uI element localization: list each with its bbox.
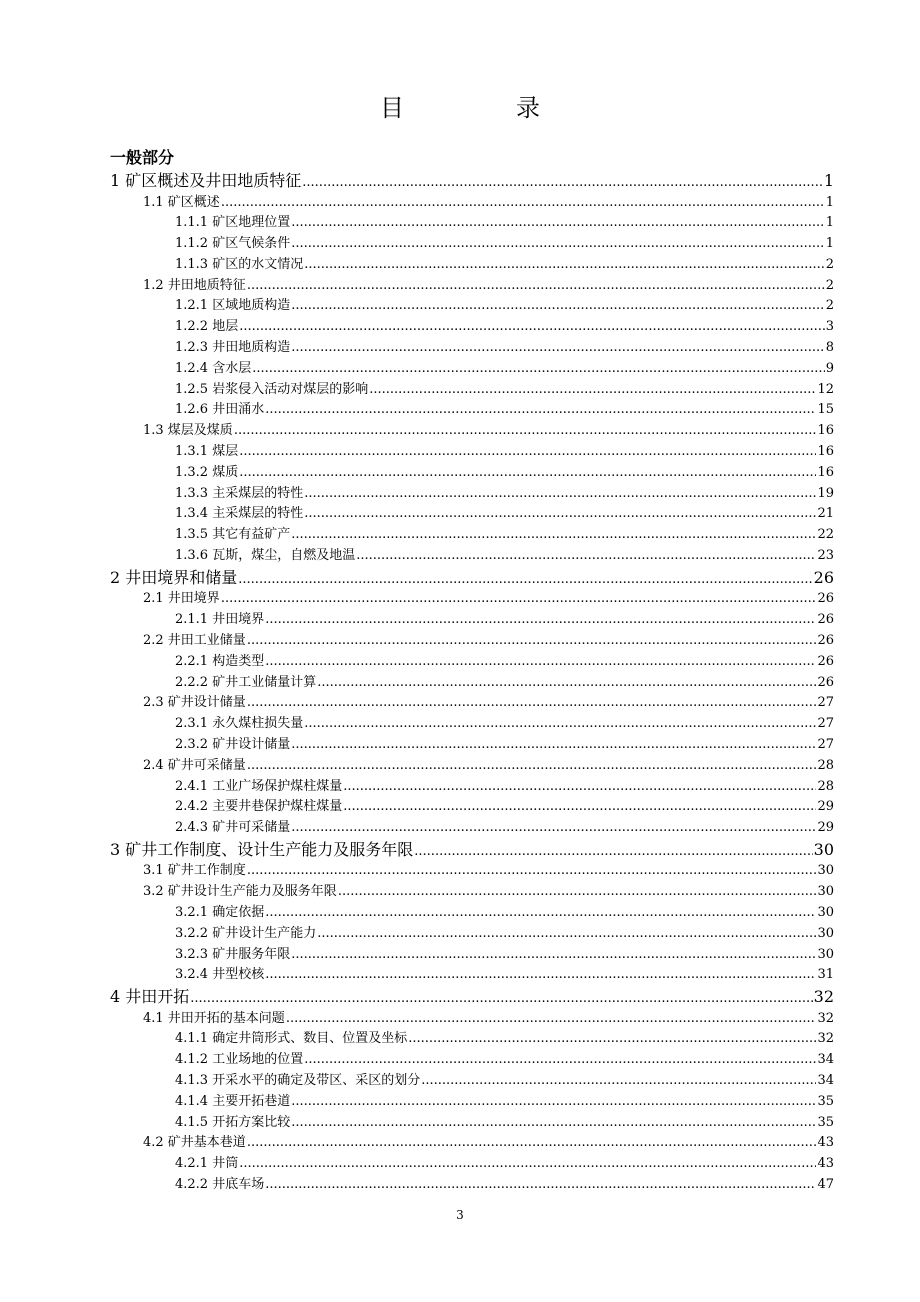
toc-entry-label: 2.2 井田工业储量	[143, 632, 246, 648]
toc-entry[interactable]	[0, 440, 834, 461]
toc-entry-page: 3	[825, 319, 834, 335]
toc-entry-label: 2.1 井田境界	[143, 591, 220, 607]
toc-dot-leader	[265, 967, 816, 982]
toc-entry[interactable]	[0, 1048, 834, 1069]
toc-entry[interactable]	[0, 837, 834, 860]
toc-entry-page: 30	[813, 839, 834, 859]
toc-dot-leader	[190, 991, 812, 1006]
toc-entry[interactable]	[0, 523, 834, 544]
toc-entry-page: 21	[817, 506, 834, 522]
toc-entry-label: 3.2.2 矿井设计生产能力	[175, 925, 317, 941]
toc-entry-page: 26	[817, 674, 834, 690]
toc-entry-page: 43	[817, 1135, 834, 1151]
toc-dot-leader	[221, 195, 825, 210]
toc-entry-label: 1.2.1 区域地质构造	[175, 298, 291, 314]
toc-entry-label: 1.3.4 主采煤层的特性	[175, 506, 304, 522]
toc-entry[interactable]	[0, 1090, 834, 1111]
toc-entry-page: 16	[817, 464, 834, 480]
toc-entry[interactable]	[0, 502, 834, 523]
toc-entry-page: 30	[817, 863, 834, 879]
toc-entry[interactable]	[0, 232, 834, 253]
toc-dot-leader	[291, 215, 825, 230]
toc-entry-label: 4 井田开拓	[110, 987, 190, 1007]
section-heading: 一般部分	[110, 148, 175, 167]
toc-dot-leader	[247, 278, 825, 293]
toc-entry-page: 8	[825, 340, 834, 356]
toc-entry-label: 3.2 矿井设计生产能力及服务年限	[143, 884, 337, 900]
toc-entry[interactable]	[0, 482, 834, 503]
toc-entry[interactable]	[0, 294, 834, 315]
toc-entry-label: 2.4.3 矿井可采储量	[175, 820, 291, 836]
toc-entry-page: 26	[817, 632, 834, 648]
toc-entry-page: 32	[817, 1010, 834, 1026]
toc-entry-label: 1.2.6 井田涌水	[175, 402, 265, 418]
toc-dot-leader	[252, 361, 825, 376]
toc-dot-leader	[291, 1094, 816, 1109]
toc-entry[interactable]	[0, 315, 834, 336]
toc-dot-leader	[356, 548, 816, 563]
toc-dot-leader	[291, 340, 825, 355]
toc-entry[interactable]	[0, 629, 834, 650]
toc-entry[interactable]	[0, 274, 834, 295]
toc-entry-page: 34	[817, 1073, 834, 1089]
toc-entry-label: 1.3.5 其它有益矿产	[175, 527, 291, 543]
toc-entry-page: 27	[817, 695, 834, 711]
toc-entry-label: 2.4 矿井可采储量	[143, 757, 246, 773]
toc-entry[interactable]	[0, 378, 834, 399]
toc-entry-page: 12	[817, 381, 834, 397]
toc-entry-page: 16	[817, 444, 834, 460]
toc-entry-label: 1.1.2 矿区气候条件	[175, 236, 291, 252]
toc-entry-page: 2	[825, 256, 834, 272]
table-of-contents	[0, 168, 920, 1194]
toc-entry[interactable]	[0, 775, 834, 796]
toc-dot-leader	[343, 799, 816, 814]
toc-dot-leader	[304, 1052, 816, 1067]
toc-entry-label: 2.3 矿井设计储量	[143, 695, 246, 711]
toc-entry[interactable]	[0, 168, 834, 191]
toc-entry-page: 28	[817, 757, 834, 773]
toc-entry-label: 4.1.1 确定井筒形式、数目、位置及坐标	[175, 1031, 408, 1047]
toc-entry[interactable]	[0, 1152, 834, 1173]
toc-entry[interactable]	[0, 880, 834, 901]
toc-entry[interactable]	[0, 650, 834, 671]
toc-dot-leader	[239, 444, 816, 459]
toc-entry-page: 2	[825, 298, 834, 314]
toc-entry-page: 30	[817, 905, 834, 920]
toc-entry-label: 2.4.1 工业广场保护煤柱煤量	[175, 778, 343, 794]
toc-dot-leader	[291, 1115, 816, 1130]
toc-dot-leader	[291, 737, 816, 752]
toc-entry[interactable]	[0, 943, 834, 964]
toc-dot-leader	[317, 926, 816, 941]
toc-entry-label: 1.2.4 含水层	[175, 360, 252, 376]
toc-entry-label: 4.1.5 开拓方案比较	[175, 1114, 291, 1130]
toc-entry-label: 2 井田境界和储量	[110, 567, 238, 587]
toc-entry[interactable]	[0, 733, 834, 754]
toc-entry[interactable]	[0, 963, 834, 984]
toc-entry[interactable]	[0, 712, 834, 733]
toc-entry[interactable]	[0, 253, 834, 274]
toc-entry-label: 2.3.2 矿井设计储量	[175, 736, 291, 752]
toc-dot-leader	[239, 465, 816, 480]
toc-entry-label: 1.3 煤层及煤质	[143, 423, 233, 439]
toc-entry-label: 4.1 井田开拓的基本问题	[143, 1010, 285, 1026]
toc-entry-page: 32	[813, 987, 834, 1007]
toc-entry[interactable]	[0, 357, 834, 378]
toc-dot-leader	[221, 591, 817, 606]
toc-entry[interactable]	[0, 816, 834, 837]
toc-entry[interactable]	[0, 671, 834, 692]
toc-dot-leader	[238, 572, 812, 587]
toc-entry[interactable]	[0, 587, 834, 608]
toc-entry-label: 3 矿井工作制度、设计生产能力及服务年限	[110, 839, 414, 859]
toc-entry-page: 31	[817, 967, 834, 983]
toc-entry-label: 4.1.3 开采水平的确定及带区、采区的划分	[175, 1073, 421, 1089]
toc-dot-leader	[265, 402, 816, 417]
toc-dot-leader	[414, 844, 812, 859]
toc-dot-leader	[291, 236, 825, 251]
toc-entry-label: 1.1 矿区概述	[143, 194, 220, 210]
toc-entry-label: 1.3.1 煤层	[175, 444, 239, 460]
toc-entry-label: 4.2.1 井筒	[175, 1156, 239, 1172]
toc-entry-label: 1.2.2 地层	[175, 319, 239, 335]
toc-entry-label: 2.2.1 构造类型	[175, 653, 265, 669]
toc-entry-page: 26	[817, 653, 834, 669]
toc-entry-label: 4.2.2 井底车场	[175, 1177, 265, 1193]
toc-entry[interactable]	[0, 922, 834, 943]
page-number: 3	[456, 1208, 464, 1222]
toc-entry-page: 16	[817, 423, 834, 439]
toc-entry-label: 1.2 井田地质特征	[143, 277, 246, 293]
toc-dot-leader	[265, 654, 816, 669]
toc-entry-label: 2.3.1 永久煤柱损失量	[175, 716, 304, 732]
toc-entry-label: 2.4.2 主要井巷保护煤柱煤量	[175, 799, 343, 815]
toc-dot-leader	[286, 1011, 817, 1026]
toc-dot-leader	[265, 1177, 816, 1192]
toc-entry-page: 27	[817, 736, 834, 752]
toc-entry-label: 2.1.1 井田境界	[175, 612, 265, 628]
toc-dot-leader	[304, 506, 816, 521]
toc-entry-label: 4.2 矿井基本巷道	[143, 1135, 246, 1151]
toc-dot-leader	[291, 527, 816, 542]
toc-entry[interactable]	[0, 608, 834, 629]
toc-entry-label: 1.3.6 瓦斯，煤尘，自燃及地温	[175, 548, 356, 564]
toc-entry[interactable]	[0, 1007, 834, 1028]
toc-entry[interactable]	[0, 795, 834, 816]
toc-entry[interactable]	[0, 544, 834, 565]
toc-entry-page: 29	[817, 820, 834, 836]
toc-entry-label: 1.3.2 煤质	[175, 464, 239, 480]
toc-dot-leader	[291, 298, 825, 313]
toc-entry[interactable]	[0, 1173, 834, 1194]
toc-entry[interactable]	[0, 336, 834, 357]
toc-entry-label: 1.3.3 主采煤层的特性	[175, 485, 304, 501]
toc-entry-label: 3.2.1 确定依据	[175, 905, 265, 920]
toc-entry-label: 3.2.3 矿井服务年限	[175, 946, 291, 962]
toc-entry-label: 1.2.3 井田地质构造	[175, 340, 291, 356]
toc-dot-leader	[343, 779, 816, 794]
toc-entry[interactable]	[0, 398, 834, 419]
toc-entry[interactable]	[0, 1069, 834, 1090]
toc-dot-leader	[265, 612, 816, 627]
toc-entry-label: 4.1.2 工业场地的位置	[175, 1052, 304, 1068]
toc-entry[interactable]	[0, 419, 834, 440]
toc-dot-leader	[247, 695, 817, 710]
toc-dot-leader	[304, 716, 816, 731]
toc-dot-leader	[317, 675, 816, 690]
toc-entry-page: 19	[817, 485, 834, 501]
toc-dot-leader	[247, 1135, 817, 1150]
toc-entry[interactable]	[0, 191, 834, 212]
toc-entry[interactable]	[0, 901, 834, 922]
toc-dot-leader	[304, 257, 825, 272]
toc-dot-leader	[234, 423, 817, 438]
toc-entry-page: 32	[817, 1031, 834, 1047]
toc-entry-page: 1	[825, 236, 834, 252]
toc-entry-page: 30	[817, 884, 834, 900]
toc-entry-page: 26	[817, 591, 834, 607]
toc-entry[interactable]	[0, 1111, 834, 1132]
toc-entry[interactable]	[0, 859, 834, 880]
toc-entry-page: 35	[817, 1114, 834, 1130]
toc-entry-page: 2	[825, 277, 834, 293]
toc-entry-label: 3.2.4 井型校核	[175, 967, 265, 983]
toc-dot-leader	[247, 633, 817, 648]
toc-entry[interactable]	[0, 565, 834, 588]
toc-entry-label: 2.2.2 矿井工业储量计算	[175, 674, 317, 690]
toc-entry-label: 3.1 矿井工作制度	[143, 863, 246, 879]
toc-dot-leader	[304, 486, 816, 501]
page-title: 目 录	[380, 94, 584, 122]
toc-dot-leader	[265, 905, 816, 920]
toc-entry-label: 1.1.1 矿区地理位置	[175, 215, 291, 231]
toc-entry-page: 26	[813, 567, 834, 587]
toc-dot-leader	[421, 1073, 816, 1088]
toc-entry[interactable]	[0, 984, 834, 1007]
toc-entry-page: 47	[817, 1177, 834, 1193]
toc-entry-page: 34	[817, 1052, 834, 1068]
toc-dot-leader	[239, 319, 825, 334]
toc-entry[interactable]	[0, 211, 834, 232]
toc-dot-leader	[302, 175, 823, 190]
toc-entry-page: 27	[817, 716, 834, 732]
toc-dot-leader	[247, 863, 817, 878]
toc-entry-label: 1.1.3 矿区的水文情况	[175, 256, 304, 272]
toc-entry[interactable]	[0, 1131, 834, 1152]
toc-entry-page: 30	[817, 925, 834, 941]
toc-dot-leader	[291, 820, 816, 835]
toc-entry-page: 1	[825, 194, 834, 210]
toc-dot-leader	[408, 1031, 816, 1046]
toc-entry-page: 35	[817, 1093, 834, 1109]
toc-entry-label: 4.1.4 主要开拓巷道	[175, 1093, 291, 1109]
toc-entry-page: 1	[825, 215, 834, 231]
toc-entry-page: 1	[823, 171, 834, 190]
toc-dot-leader	[247, 758, 817, 773]
toc-dot-leader	[291, 947, 816, 962]
toc-entry[interactable]	[0, 754, 834, 775]
toc-entry-label: 1 矿区概述及井田地质特征	[110, 171, 302, 190]
toc-entry-label: 1.2.5 岩浆侵入活动对煤层的影响	[175, 381, 369, 397]
toc-dot-leader	[239, 1156, 816, 1171]
toc-dot-leader	[338, 884, 817, 899]
toc-entry[interactable]	[0, 1027, 834, 1048]
toc-entry-page: 30	[817, 946, 834, 962]
toc-entry-page: 43	[817, 1156, 834, 1172]
toc-entry-page: 29	[817, 799, 834, 815]
toc-dot-leader	[369, 382, 816, 397]
toc-entry-page: 22	[817, 527, 834, 543]
toc-entry-page: 26	[817, 612, 834, 628]
toc-entry-page: 23	[817, 548, 834, 564]
toc-entry[interactable]	[0, 691, 834, 712]
toc-entry-page: 9	[825, 360, 834, 376]
toc-entry-page: 28	[817, 778, 834, 794]
toc-entry-page: 15	[817, 402, 834, 418]
toc-entry[interactable]	[0, 461, 834, 482]
